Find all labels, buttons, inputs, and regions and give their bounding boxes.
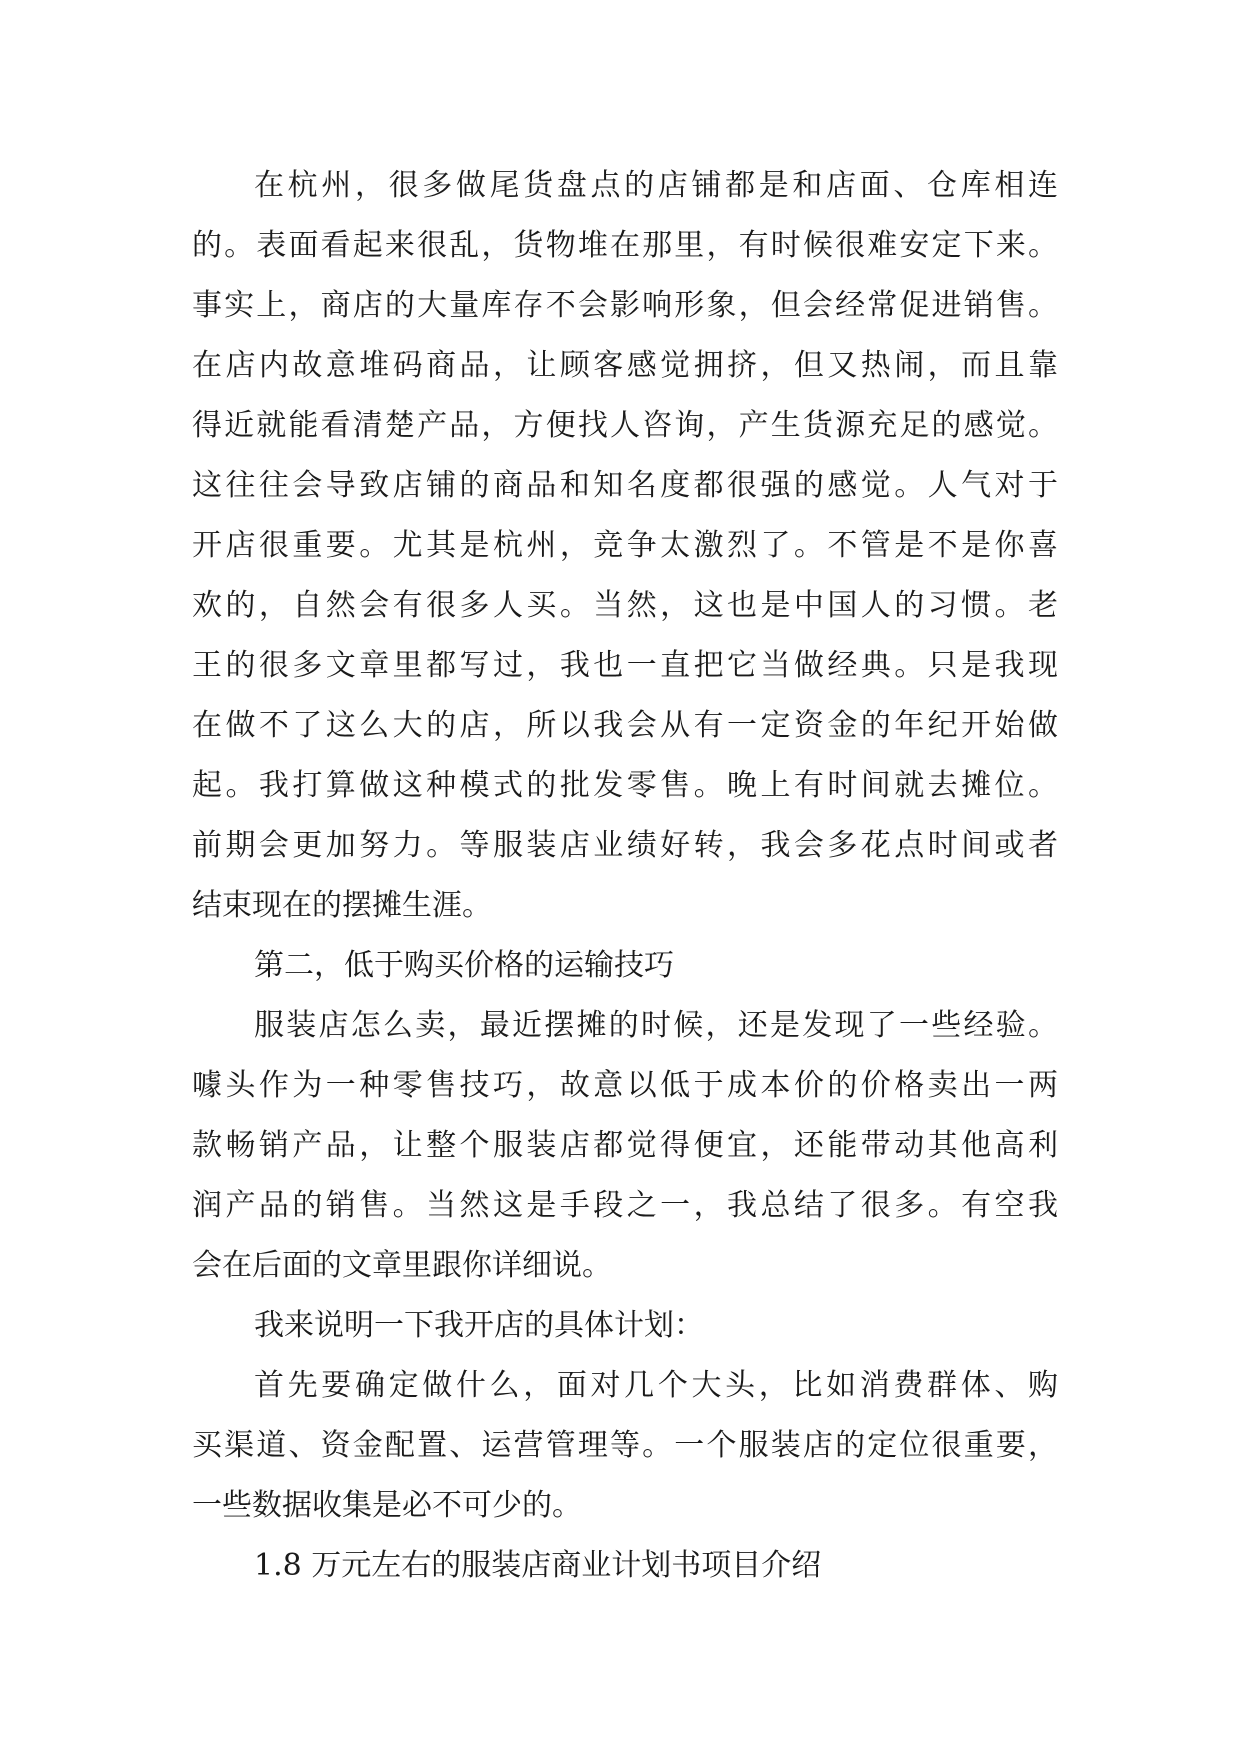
paragraph-line: 在杭州，很多做尾货盘点的店铺都是和店面、仓库相连 bbox=[254, 168, 1058, 203]
paragraph-line: 前期会更加努力。等服装店业绩好转，我会多花点时间或者 bbox=[192, 828, 1058, 863]
paragraph-line: 得近就能看清楚产品，方便找人咨询，产生货源充足的感觉。 bbox=[192, 408, 1058, 443]
section-heading: 1.8 万元左右的服装店商业计划书项目介绍 bbox=[254, 1548, 822, 1583]
paragraph-line: 欢的，自然会有很多人买。当然，这也是中国人的习惯。老 bbox=[192, 588, 1058, 623]
section-heading: 第二，低于购买价格的运输技巧 bbox=[254, 948, 674, 983]
paragraph-line: 王的很多文章里都写过，我也一直把它当做经典。只是我现 bbox=[192, 648, 1058, 683]
paragraph-line: 开店很重要。尤其是杭州，竞争太激烈了。不管是不是你喜 bbox=[192, 528, 1058, 563]
paragraph-line: 结束现在的摆摊生涯。 bbox=[192, 888, 492, 923]
paragraph-line: 首先要确定做什么，面对几个大头，比如消费群体、购 bbox=[254, 1368, 1058, 1403]
paragraph-line: 事实上，商店的大量库存不会影响形象，但会经常促进销售。 bbox=[192, 288, 1058, 323]
paragraph-line: 的。表面看起来很乱，货物堆在那里，有时候很难安定下来。 bbox=[192, 228, 1058, 263]
paragraph-line: 我来说明一下我开店的具体计划： bbox=[254, 1308, 704, 1343]
paragraph-line: 起。我打算做这种模式的批发零售。晚上有时间就去摊位。 bbox=[192, 768, 1058, 803]
paragraph-line: 会在后面的文章里跟你详细说。 bbox=[192, 1248, 612, 1283]
paragraph-line: 款畅销产品，让整个服装店都觉得便宜，还能带动其他高利 bbox=[192, 1128, 1058, 1163]
paragraph-line: 这往往会导致店铺的商品和知名度都很强的感觉。人气对于 bbox=[192, 468, 1058, 503]
paragraph-line: 润产品的销售。当然这是手段之一，我总结了很多。有空我 bbox=[192, 1188, 1058, 1223]
paragraph-line: 噱头作为一种零售技巧，故意以低于成本价的价格卖出一两 bbox=[192, 1068, 1058, 1103]
paragraph-line: 服装店怎么卖，最近摆摊的时候，还是发现了一些经验。 bbox=[254, 1008, 1058, 1043]
paragraph-line: 在做不了这么大的店，所以我会从有一定资金的年纪开始做 bbox=[192, 708, 1058, 743]
paragraph-line: 一些数据收集是必不可少的。 bbox=[192, 1488, 582, 1523]
document-body bbox=[192, 156, 1058, 1596]
paragraph-line: 买渠道、资金配置、运营管理等。一个服装店的定位很重要， bbox=[192, 1428, 1058, 1463]
paragraph-line: 在店内故意堆码商品，让顾客感觉拥挤，但又热闹，而且靠 bbox=[192, 348, 1058, 383]
